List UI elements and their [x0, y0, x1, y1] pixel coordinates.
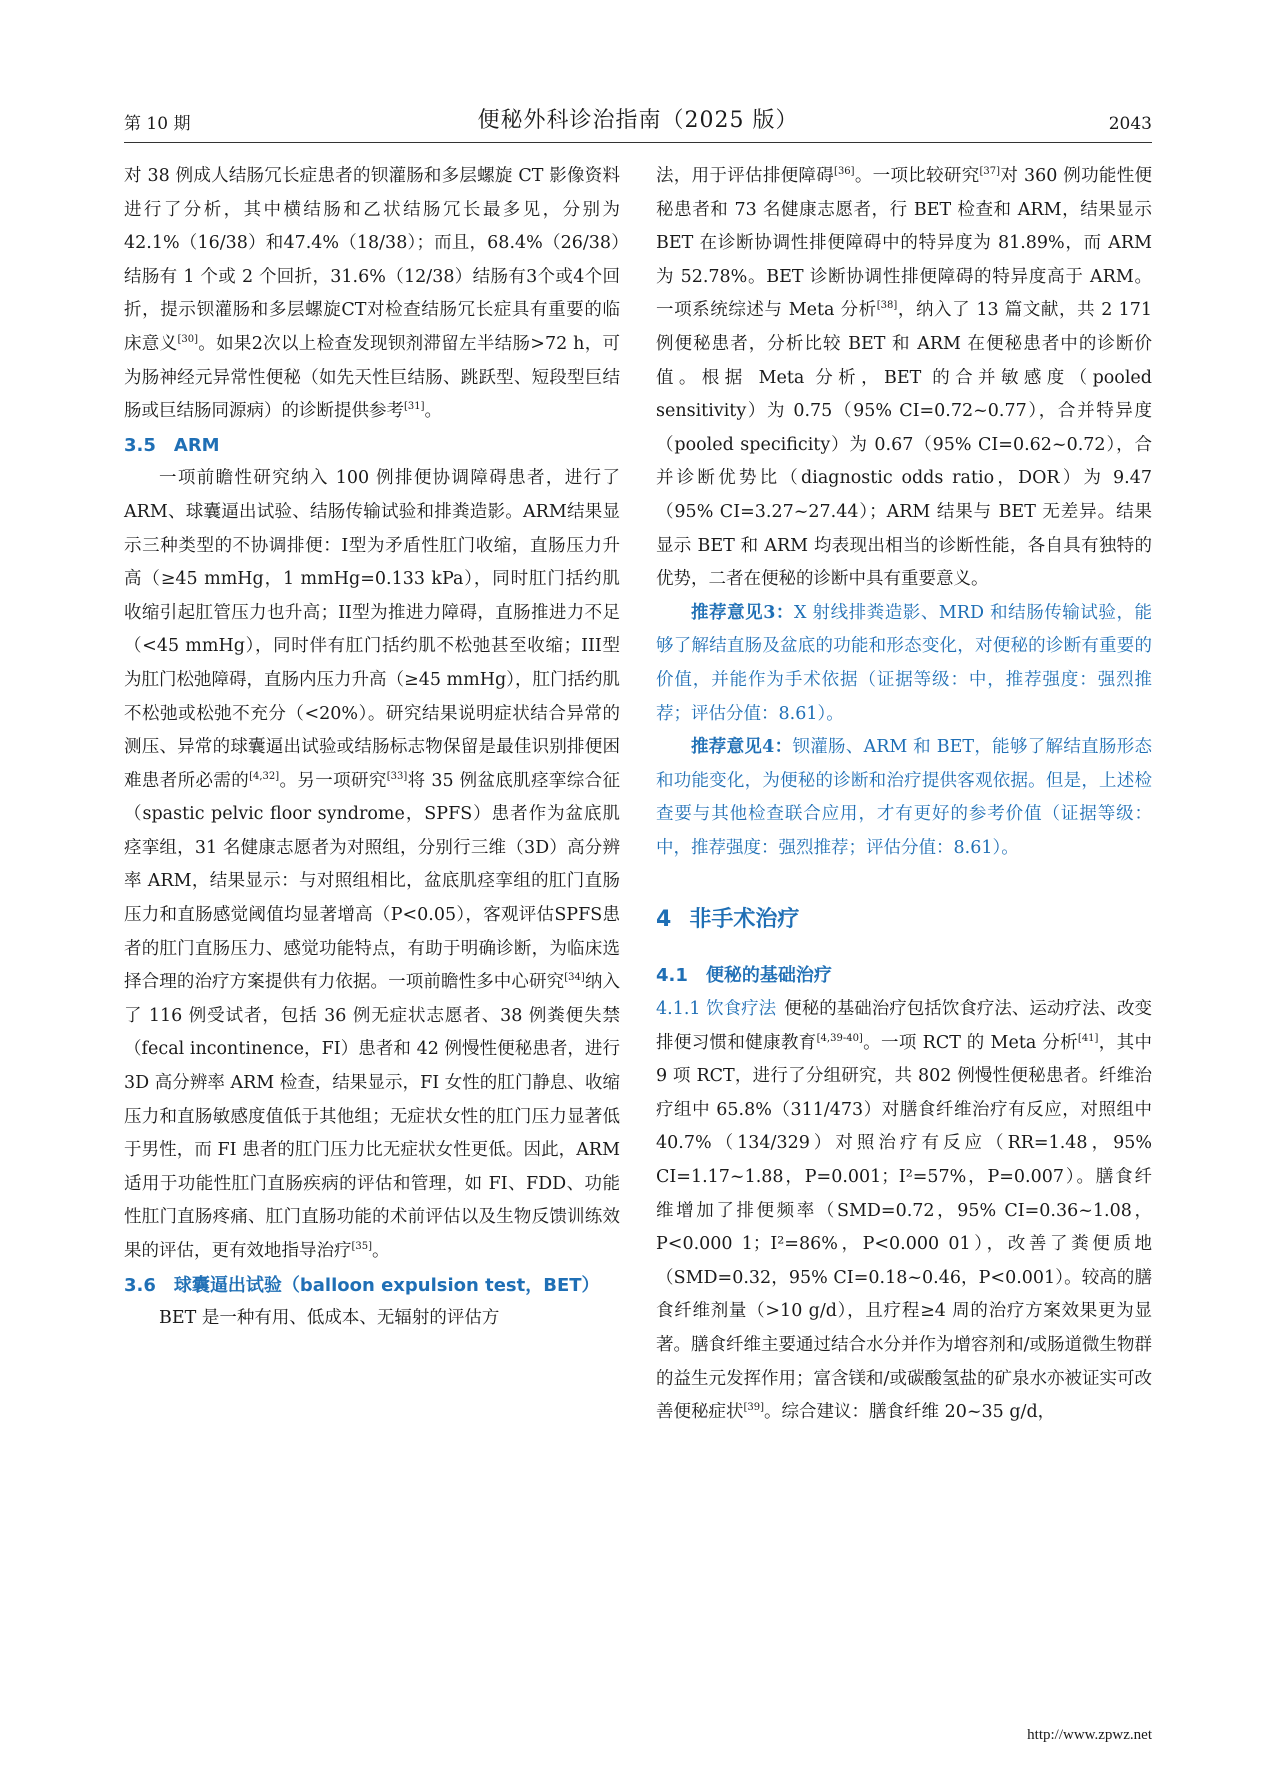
citation[interactable]: [31]	[404, 401, 425, 413]
citation[interactable]: [30]	[177, 334, 198, 346]
citation[interactable]: [36]	[834, 166, 855, 178]
section-heading-4-1: 4.1 便秘的基础治疗	[656, 965, 832, 987]
citation[interactable]: [39]	[743, 1402, 765, 1414]
citation[interactable]: [4,32]	[249, 770, 280, 782]
page-header	[124, 102, 1152, 143]
citation[interactable]: [37]	[979, 166, 1001, 178]
recommendation-4: 推荐意见4：钡灌肠、ARM 和 BET，能够了解结直肠形态和功能变化，为便秘的诊断和治疗提供客观依据。但是，上述检查要与其他检查联合应用，才有更好的参考价值（证据等级：中，推荐强度：强烈推荐；评估分值：8.61）。	[656, 737, 1152, 858]
citation[interactable]: [4,39-40]	[816, 1032, 863, 1044]
running-title: 便秘外科诊治指南（2025 版）	[477, 108, 799, 133]
subsection-heading-4-1-1: 4.1.1 饮食疗法	[656, 999, 777, 1020]
citation[interactable]: [33]	[386, 770, 408, 782]
paragraph: BET 是一种有用、低成本、无辐射的评估方	[159, 1308, 500, 1329]
section-heading-3-5: 3.5 ARM	[124, 434, 220, 456]
paragraph: 一项前瞻性研究纳入 100 例排便协调障碍患者，进行了 ARM、球囊逼出试验、结肠传输试验和排粪造影。ARM结果显示三种类型的不协调排便：I型为矛盾性肛门收缩，直肠压力升高（≥45 mmHg，1 mmHg=0.133 kPa），同时肛门括约肌收缩引起肛管压力也升高；II型为推进力障碍，直肠推进力不足（<45 mmHg），同时伴有肛门括约肌不松弛甚至收缩；III型为肛门松弛障碍，直肠内压力升高（≥45 mmHg），肛门括约肌不松弛或松弛不充分（<20%）。研究结果说明症状结合异常的测压、异常的球囊逼出试验或结肠标志物保留是最佳识别排便困难患者所必需的[4,32]。另一项研究[33]将 35 例盆底肌痉挛综合征（spastic pelvic floor syndrome，SPFS）患者作为盆底肌痉挛组，31 名健康志愿者为对照组，分别行三维（3D）高分辨率 ARM，结果显示：与对照组相比，盆底肌痉挛组的肛门直肠压力和直肠感觉阈值均显著增高（P<0.05），客观评估SPFS患者的肛门直肠压力、感觉功能特点，有助于明确诊断，为临床选择合理的治疗方案提供有力依据。一项前瞻性多中心研究[34]纳入了 116 例受试者，包括 36 例无症状志愿者、38 例粪便失禁（fecal incontinence，FI）患者和 42 例慢性便秘患者，进行 3D 高分辨率 ARM 检查，结果显示，FI 女性的肛门静息、收缩压力和直肠敏感度值低于其他组；无症状女性的肛门压力显著低于男性，而 FI 患者的肛门压力比无症状女性更低。因此，ARM 适用于功能性肛门直肠疾病的评估和管理，如 FI、FDD、功能性肛门直肠疼痛、肛门直肠功能的术前评估以及生物反馈训练效果的评估，更有效地指导治疗[35]。	[124, 468, 621, 1261]
recommendation-3: 推荐意见3：X 射线排粪造影、MRD 和结肠传输试验，能够了解结直肠及盆底的功能和形态变化，对便秘的诊断有重要的价值，并能作为手术依据（证据等级：中，推荐强度：强烈推荐；评估分值：8.61）。	[656, 602, 1152, 724]
issue-number: 第 10 期	[124, 114, 191, 134]
paragraph: 对 38 例成人结肠冗长症患者的钡灌肠和多层螺旋 CT 影像资料进行了分析，其中横结肠和乙状结肠冗长最多见，分别为42.1%（16/38）和47.4%（18/38）；而且，68.4%（26/38）结肠有 1 个或 2 个回折，31.6%（12/38）结肠有3个或4个回折，提示钡灌肠和多层螺旋CT对检查结肠冗长症具有重要的临床意义[30]。如果2次以上检查发现钡剂滞留左半结肠>72 h，可为肠神经元异常性便秘（如先天性巨结肠、跳跃型、短段型巨结肠或巨结肠同源病）的诊断提供参考[31]。	[124, 166, 620, 422]
section-heading-4: 4 非手术治疗	[656, 907, 800, 933]
citation[interactable]: [38]	[876, 300, 898, 312]
citation[interactable]: [34]	[564, 972, 585, 984]
citation[interactable]: [35]	[351, 1241, 373, 1253]
right-column	[656, 160, 1152, 1430]
paragraph: 4.1.1 饮食疗法 便秘的基础治疗包括饮食疗法、运动疗法、改变排便习惯和健康教育[4,39-40]。一项 RCT 的 Meta 分析[41]，其中 9 项 RCT，进行了分组研究，共 802 例慢性便秘患者。纤维治疗组中 65.8%（311/473）对膳食纤维治疗有反应，对照组中 40.7%（134/329）对照治疗有反应（RR=1.48，95% CI=1.17~1.88，P=0.001；I²=57%，P=0.007）。膳食纤维增加了排便频率（SMD=0.72，95% CI=0.36~1.08，P<0.000 1；I²=86%，P<0.000 01），改善了粪便质地（SMD=0.32，95% CI=0.18~0.46，P<0.001）。较高的膳食纤维剂量（>10 g/d），且疗程≥4 周的治疗方案效果更为显著。膳食纤维主要通过结合水分并作为增容剂和/或肠道微生物群的益生元发挥作用；富含镁和/或碳酸氢盐的矿泉水亦被证实可改善便秘症状[39]。综合建议：膳食纤维 20~35 g/d，	[656, 999, 1153, 1423]
paragraph: 法，用于评估排便障碍[36]。一项比较研究[37]对 360 例功能性便秘患者和 73 名健康志愿者，行 BET 检查和 ARM，结果显示 BET 在诊断协调性排便障碍中的特异度为 81.89%，而 ARM 为 52.78%。BET 诊断协调性排便障碍的特异度高于 ARM。一项系统综述与 Meta 分析[38]，纳入了 13 篇文献，共 2 171 例便秘患者，分析比较 BET 和 ARM 在便秘患者中的诊断价值。根据 Meta 分析，BET 的合并敏感度（pooled sensitivity）为 0.75（95% CI=0.72~0.77），合并特异度（pooled specificity）为 0.67（95% CI=0.62~0.72），合并诊断优势比（diagnostic odds ratio，DOR）为 9.47（95% CI=3.27~27.44）；ARM 结果与 BET 无差异。结果显示 BET 和 ARM 均表现出相当的诊断性能，各自具有独特的优势，二者在便秘的诊断中具有重要意义。	[656, 166, 1153, 590]
footer-url[interactable]: http://www.zpwz.net	[1027, 1727, 1152, 1743]
page-number: 2043	[1108, 114, 1152, 134]
left-column	[124, 160, 620, 1336]
citation[interactable]: [41]	[1077, 1032, 1099, 1044]
section-heading-3-6: 3.6 球囊逼出试验（balloon expulsion test，BET）	[124, 1274, 600, 1296]
